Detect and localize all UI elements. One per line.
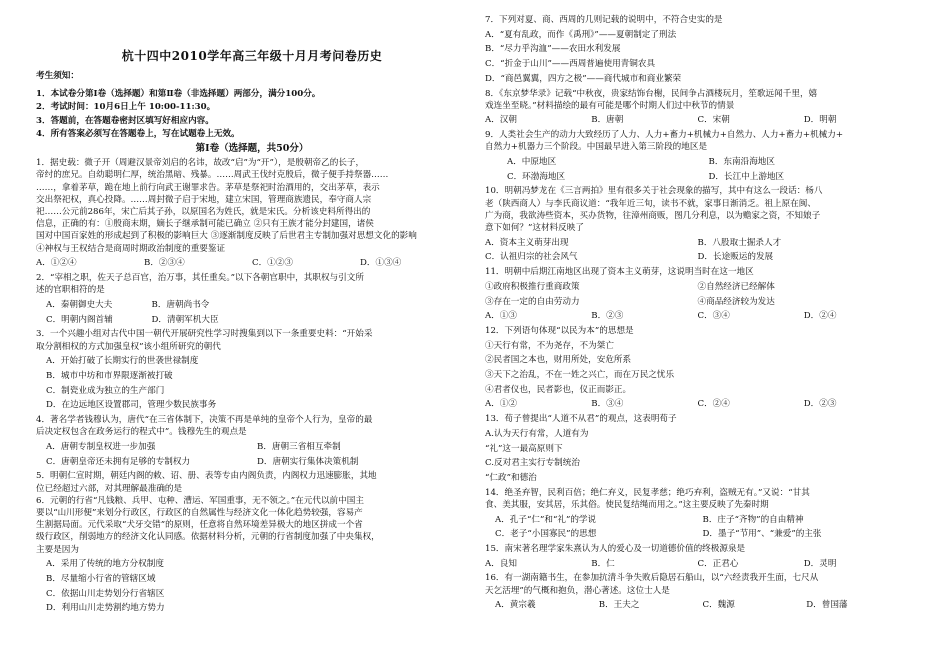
option: C．②④: [697, 399, 730, 410]
question-line: 自然力+机器力三个阶段。中国最早进入第三阶段的地区是: [485, 142, 708, 153]
question-line: 生割据局面。元代采取“犬牙交错”的原则，任意将自然环境差异极大的地区拼成一个省: [36, 520, 363, 531]
question-12: [485, 325, 910, 411]
option: B．②③④: [144, 258, 185, 269]
option: D．在边远地区设置郡司，管理少数民族事务: [46, 400, 217, 411]
option: B．尽量缩小行省的管辖区域: [46, 574, 156, 585]
question-line: 天乞活埋”的气概和抱负，潜心著述。这位士人是: [485, 585, 670, 596]
option: A．“夏有乱政，而作《禹刑》”——夏朝制定了刑法: [485, 29, 677, 40]
question-line: 1．据史载：微子开（周避汉景帝刘启的名讳，故改“启”为“开”），是殷朝帝乙的长子，: [36, 158, 365, 169]
option: A．开始打破了长期实行的世袭世禄制度: [46, 356, 199, 367]
option: A．①②: [485, 399, 517, 410]
statement: ①天行有常，不为尧存，不为桀亡: [485, 340, 614, 351]
question-line: 后决定权包含在政务运行的程式中”。钱穆先生的观点是: [36, 427, 247, 438]
option: C．①②③: [252, 258, 293, 269]
left-column: [36, 14, 468, 617]
option: A．①③: [485, 311, 517, 322]
question-6: [36, 495, 468, 615]
question-line: 国对中国百家姓的形成起到了积极的影响巨大 ③逐渐制度反映了后世君主专制加强对思想文化的影响: [36, 231, 417, 242]
option: C．环渤海地区: [507, 171, 566, 182]
answer-options: [485, 528, 910, 540]
question-line: 要以“山川形便”来划分行政区，行政区的自然属性与经济文化一体化趋势较强，容易产: [36, 508, 363, 518]
question-10: [485, 185, 910, 263]
option: A．采用了传统的地方分权制度: [46, 559, 164, 570]
section-heading: 第Ⅰ卷（选择题，共50分）: [195, 143, 309, 155]
question-line: 信息，正确的有：①殷商末期，嫡长子继承制可能已确立 ②只有王族才能分封建国，诸侯: [36, 219, 374, 230]
exam-title: 杭十四中2010学年高三年级十月月考问卷历史: [121, 49, 383, 63]
option: D．利用山川走势割约地方势力: [46, 603, 165, 614]
question-15: [485, 543, 910, 570]
question-line: 帝纣的庶兄。自幼聪明仁厚，统治黑暗、残暴。……周武王伐纣克殷后，微子便手持祭器……: [36, 170, 389, 181]
question-line: 4．著名学者钱穆认为，唐代“在三省体制下，决策不再是单纯的皇帝个人行为，皇帝的最: [36, 415, 373, 426]
option: A．唐朝专制皇权进一步加强: [46, 441, 156, 452]
option: C．③④: [697, 311, 730, 322]
option: D．清朝军机大臣: [151, 314, 219, 325]
notice-item: 3．答题前，在答题卷密封区填写好相应内容。: [36, 115, 214, 126]
question-14: [485, 487, 910, 541]
option: C．制瓷业成为独立的生产部门: [46, 385, 165, 396]
option: C．依据山川走势划分行省辖区: [46, 588, 165, 599]
statement-list: [485, 281, 910, 293]
question-line: 16．有一湖南籍书生，在参加抗清斗争失败后隐居石船山，以“六经责我开生面，七尺从: [485, 573, 819, 584]
option: “仁政”和德治: [485, 473, 537, 483]
question-line: 食、美其服，安其居，乐其俗。使民复结绳而用之。”这主要反映了先秦时期: [485, 499, 769, 510]
answer-options: [485, 171, 910, 183]
answer-options: [485, 398, 910, 410]
answer-options: [485, 251, 910, 263]
question-1: [36, 157, 468, 269]
question-line: 8．《东京梦华录》记载“中秋夜，贵家结饰台榭，民间争占酒楼玩月，笙歌远闻千里，嬉: [485, 88, 818, 99]
question-5: [36, 470, 468, 494]
question-line: 15．南宋著名理学家朱熹认为人的爱心及一切道德价值的终极源泉是: [485, 544, 746, 555]
option: C．正君心: [697, 558, 739, 569]
question-line: 9．人类社会生产的动力大致经历了人力、人力+畜力+机械力+自然力、人力+畜力+机械力+: [485, 130, 844, 141]
question-line: 14．绝圣弃智，民利百倍；绝仁弃义，民复孝慈；绝巧弃利，盗贼无有。”又说：“甘其: [485, 487, 810, 498]
option: D．②③: [803, 399, 837, 410]
statement: ②民者国之本也，财用所处，安危所系: [485, 355, 632, 366]
option: D．灵明: [803, 558, 837, 569]
question-4: [36, 414, 468, 468]
option: C.反对君主实行专制统治: [485, 458, 580, 469]
option: B．八股取士掘杀人才: [697, 237, 782, 248]
statement: ④商品经济较为发达: [697, 296, 775, 307]
question-3: [36, 328, 468, 411]
option: D．唐朝实行集体决策机制: [257, 456, 359, 467]
question-line: 5．明朝仁宣时期，朝廷内阁的敕、诏、册、表等专由内阁负责，内阁权力迅速膨胀，其地: [36, 471, 377, 482]
statement: ④君者仪也，民者影也，仪正而影正。: [485, 384, 632, 395]
statement: ③存在一定的自由劳动力: [485, 296, 580, 307]
question-line: 级行政区，削弱地方的经济文化认同感。依据材料分析，元朝的行省制度加强了中央集权，: [36, 532, 380, 543]
answer-options: [36, 299, 468, 311]
answer-options: [485, 114, 910, 126]
statement-list: [485, 296, 910, 308]
question-16: [485, 572, 910, 611]
option: C．唐朝皇帝还未拥有足够的专制权力: [46, 456, 191, 467]
answer-options: [485, 558, 910, 570]
option: B．②③: [591, 311, 624, 322]
option: C．魏源: [702, 600, 735, 611]
option: D．长途贩运的发展: [697, 252, 774, 263]
question-line: 7．下列对夏、商、西周的几则记载的说明中，不符合史实的是: [485, 15, 723, 25]
question-8: [485, 88, 910, 127]
question-line: 10．明朝冯梦龙在《三言两拍》里有很多关于社会现象的描写，其中有这么一段话：杨八: [485, 186, 823, 197]
question-2: [36, 272, 468, 326]
question-line: 3．一个兴趣小组对古代中国一朝代开展研究性学习时搜集到以下一条重要史料：“开始采: [36, 329, 373, 340]
option: D．①③④: [360, 258, 402, 269]
option: B．③④: [591, 399, 624, 410]
question-9: [485, 129, 910, 183]
option: C．认祖归宗的社会风气: [485, 252, 578, 263]
question-line: 6．元朝的行省“凡钱粮、兵甲、屯种、漕运、军国重事，无不领之。”在元代以前中国主: [36, 495, 364, 506]
question-line: 述的官职相符的是: [36, 285, 105, 296]
option: C．老子“小国寡民”的思想: [495, 529, 597, 540]
question-line: 12．下列语句体现“以民为本”的思想是: [485, 325, 634, 336]
notice-item: 2．考试时间：10月6日上午 10:00-11:30。: [36, 102, 216, 113]
notice-list: [36, 88, 468, 140]
answer-options: [485, 237, 910, 249]
option: D．“商邑翼翼，四方之极”——商代城市和商业繁荣: [485, 73, 682, 84]
option: B．东南沿海地区: [708, 157, 775, 168]
option: C．“折金于山川”——西周普遍使用青铜农具: [485, 59, 656, 70]
option: A．秦朝御史大夫: [46, 299, 113, 310]
question-line: 戏连坐至晓。”材料描绘的最有可能是哪个时期人们过中秋节的情景: [485, 100, 735, 111]
option: B．“尽力乎沟洫”——农田水利发展: [485, 44, 621, 55]
option: C．明朝内阁首辅: [46, 314, 113, 325]
statement: ②自然经济已经解体: [697, 281, 775, 292]
question-line: 老（陕西商人）与李氏商议道：“我年近三旬，读书不就，家事日渐消乏。祖上原在闽、: [485, 198, 816, 209]
question-line: 交出祭祀权，真心投降。……周封微子启于宋地，建立宋国，管理商族遗民，奉守商人宗: [36, 194, 372, 205]
option: D．②④: [803, 311, 837, 322]
question-13: [485, 413, 910, 484]
answer-options: [485, 156, 910, 168]
notice-item: 1．本试卷分第Ⅰ卷（选择题）和第Ⅱ卷（非选择题）两部分，满分100分。: [36, 89, 321, 100]
option: B．唐朝三省相互牵制: [257, 441, 341, 452]
question-line: 意下如何？”这材料反映了: [485, 223, 584, 234]
option: B．唐朝: [591, 115, 624, 126]
option: A．①②④: [36, 258, 77, 269]
question-line: 11．明朝中后期江南地区出现了资本主义萌芽，这说明当时在这一地区: [485, 267, 754, 278]
option: D．墨子“节用”、“兼爱”的主张: [702, 529, 822, 540]
question-line: 广为商，我欲涛些资本，买办货物，往漳州商贩，图几分利息，以为赡家之资，不知娘子: [485, 210, 821, 221]
option: A.认为天行有常，人道有为: [485, 428, 589, 439]
option: B．城市中坊和市界限逐渐被打破: [46, 370, 173, 381]
answer-options: [485, 599, 910, 611]
question-line: 主要是因为: [36, 544, 79, 555]
question-line: 祀……公元前286年，宋亡后其子孙，以原国名为姓氏，就是宋氏。分析该史料所得出的: [36, 207, 371, 218]
answer-options: [485, 310, 910, 322]
question-line: 2．“宰相之职，佐天子总百官，治万事，其任重矣。”以下各朝官职中，其职权与引文所: [36, 273, 364, 284]
question-line: 位已经超过六部，对其理解最准确的是: [36, 483, 183, 494]
option: A．资本主义萌芽出现: [485, 237, 569, 248]
answer-options: [36, 441, 468, 453]
option: B．唐朝尚书令: [151, 299, 210, 310]
answer-options: [36, 314, 468, 326]
option: B．王夫之: [598, 600, 640, 611]
notice-heading: 考生须知：: [36, 71, 79, 81]
question-line: 13．荀子曾提出“人道不从君”的观点，这表明荀子: [485, 414, 677, 425]
question-line: ④神权与王权结合是商周时期政治制度的重要鉴证: [36, 243, 226, 254]
option: A．良知: [485, 558, 517, 569]
statement: ①政府积极推行重商政策: [485, 281, 580, 292]
option: A．孔子“仁”和“礼”的学说: [495, 514, 597, 525]
option: B．庄子“齐物”的自由精神: [702, 514, 804, 525]
question-line: ……，拿着茅草，跪在地上前行向武王谢罪求告。茅草是祭祀时治酒用的，交出茅草，表示: [36, 182, 380, 193]
statement: ③天下之治乱，不在一姓之兴亡，而在万民之忧乐: [485, 370, 675, 381]
option: D．长江中上游地区: [708, 171, 785, 182]
option: B．仁: [591, 558, 615, 569]
answer-options: [485, 514, 910, 526]
question-line: 取分割相权的方式加强皇权”该小组所研究的朝代: [36, 341, 221, 352]
option: D．曾国藩: [806, 600, 848, 611]
option: “礼”这一最高原则下: [485, 443, 563, 454]
answer-options: [36, 257, 468, 269]
option: A．中原地区: [507, 157, 557, 168]
option: C．宋朝: [697, 115, 730, 126]
option: A．汉朝: [485, 115, 517, 126]
question-7: [485, 14, 910, 85]
question-11: [485, 266, 910, 322]
option: A．黄宗羲: [495, 600, 536, 611]
notice-item: 4．所有答案必须写在答题卷上，写在试题卷上无效。: [36, 128, 240, 139]
answer-options: [36, 456, 468, 468]
right-column: [485, 14, 910, 614]
option: D．明朝: [803, 115, 837, 126]
